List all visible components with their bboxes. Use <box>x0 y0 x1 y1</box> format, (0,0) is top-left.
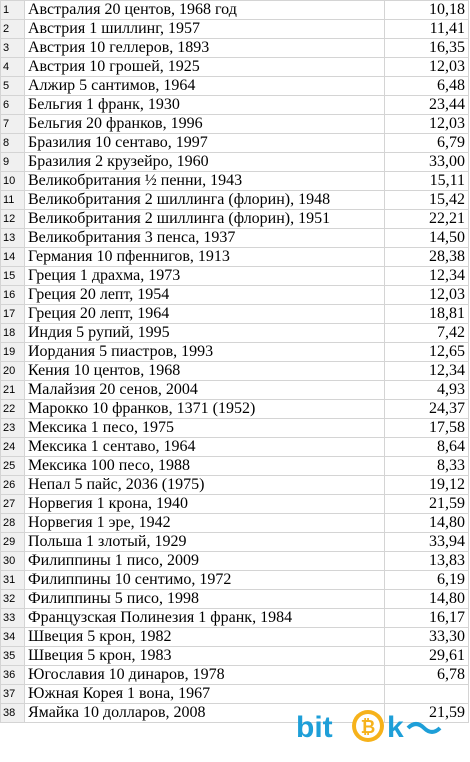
value-cell[interactable]: 6,79 <box>385 134 469 153</box>
svg-text:k: k <box>387 711 404 744</box>
value-cell[interactable]: 8,64 <box>385 438 469 457</box>
coin-name-cell[interactable]: Польша 1 злотый, 1929 <box>25 533 385 552</box>
watermark-logo <box>296 706 456 746</box>
table-row[interactable] <box>1 248 469 267</box>
table-row[interactable] <box>1 666 469 685</box>
row-number[interactable]: 16 <box>1 286 25 305</box>
coin-name-cell[interactable]: Филиппины 5 писо, 1998 <box>25 590 385 609</box>
coin-name-cell[interactable]: Югославия 10 динаров, 1978 <box>25 666 385 685</box>
value-cell[interactable]: 12,34 <box>385 267 469 286</box>
value-cell[interactable]: 16,17 <box>385 609 469 628</box>
value-cell[interactable]: 14,50 <box>385 229 469 248</box>
table-row[interactable] <box>1 400 469 419</box>
row-number[interactable]: 22 <box>1 400 25 419</box>
value-cell[interactable]: 33,94 <box>385 533 469 552</box>
row-number[interactable]: 15 <box>1 267 25 286</box>
row-number[interactable]: 19 <box>1 343 25 362</box>
coin-name-cell[interactable]: Французская Полинезия 1 франк, 1984 <box>25 609 385 628</box>
table-row[interactable] <box>1 457 469 476</box>
table-row[interactable] <box>1 514 469 533</box>
coin-name-cell[interactable]: Индия 5 рупий, 1995 <box>25 324 385 343</box>
coin-name-cell[interactable]: Греция 20 лепт, 1964 <box>25 305 385 324</box>
table-row[interactable] <box>1 476 469 495</box>
coin-name-cell[interactable]: Марокко 10 франков, 1371 (1952) <box>25 400 385 419</box>
coin-name-cell[interactable]: Мексика 100 песо, 1988 <box>25 457 385 476</box>
row-number[interactable]: 3 <box>1 39 25 58</box>
row-number[interactable]: 33 <box>1 609 25 628</box>
value-cell[interactable]: 29,61 <box>385 647 469 666</box>
value-cell[interactable]: 15,42 <box>385 191 469 210</box>
table-row[interactable] <box>1 343 469 362</box>
value-cell[interactable]: 15,11 <box>385 172 469 191</box>
row-number[interactable]: 17 <box>1 305 25 324</box>
coin-name-cell[interactable]: Мексика 1 песо, 1975 <box>25 419 385 438</box>
value-cell[interactable]: 21,59 <box>385 704 469 723</box>
row-number[interactable]: 5 <box>1 77 25 96</box>
coin-name-cell[interactable]: Норвегия 1 крона, 1940 <box>25 495 385 514</box>
coin-name-cell[interactable]: Австралия 20 центов, 1968 год <box>25 1 385 20</box>
row-number[interactable]: 4 <box>1 58 25 77</box>
value-cell[interactable]: 4,93 <box>385 381 469 400</box>
coin-name-cell[interactable]: Австрия 10 геллеров, 1893 <box>25 39 385 58</box>
table-row[interactable] <box>1 324 469 343</box>
row-number[interactable]: 6 <box>1 96 25 115</box>
coin-name-cell[interactable]: Кения 10 центов, 1968 <box>25 362 385 381</box>
table-row[interactable] <box>1 495 469 514</box>
table-row[interactable] <box>1 362 469 381</box>
value-cell[interactable]: 16,35 <box>385 39 469 58</box>
value-cell[interactable]: 6,48 <box>385 77 469 96</box>
coin-name-cell[interactable]: Германия 10 пфеннигов, 1913 <box>25 248 385 267</box>
table-row[interactable] <box>1 609 469 628</box>
table-row[interactable] <box>1 58 469 77</box>
spreadsheet-body <box>1 1 469 723</box>
table-row[interactable] <box>1 115 469 134</box>
value-cell[interactable]: 21,59 <box>385 495 469 514</box>
logo-ok-text <box>387 711 404 744</box>
coin-name-cell[interactable]: Великобритания 2 шиллинга (флорин), 1951 <box>25 210 385 229</box>
value-cell[interactable]: 14,80 <box>385 590 469 609</box>
value-cell[interactable]: 28,38 <box>385 248 469 267</box>
row-number[interactable]: 29 <box>1 533 25 552</box>
table-row[interactable] <box>1 571 469 590</box>
value-cell[interactable]: 24,37 <box>385 400 469 419</box>
coin-name-cell[interactable]: Бразилия 2 крузейро, 1960 <box>25 153 385 172</box>
coin-name-cell[interactable]: Бельгия 1 франк, 1930 <box>25 96 385 115</box>
coin-name-cell[interactable]: Швеция 5 крон, 1982 <box>25 628 385 647</box>
coin-name-cell[interactable]: Бразилия 10 сентаво, 1997 <box>25 134 385 153</box>
row-number[interactable]: 7 <box>1 115 25 134</box>
table-row[interactable] <box>1 191 469 210</box>
row-number[interactable]: 1 <box>1 1 25 20</box>
coin-name-cell[interactable]: Филиппины 1 писо, 2009 <box>25 552 385 571</box>
value-cell[interactable]: 23,44 <box>385 96 469 115</box>
row-number[interactable]: 11 <box>1 191 25 210</box>
coin-name-cell[interactable]: Мексика 1 сентаво, 1964 <box>25 438 385 457</box>
value-cell[interactable]: 14,80 <box>385 514 469 533</box>
row-number[interactable]: 37 <box>1 685 25 704</box>
value-cell[interactable]: 12,34 <box>385 362 469 381</box>
table-row[interactable] <box>1 210 469 229</box>
table-row[interactable] <box>1 20 469 39</box>
value-cell[interactable]: 6,78 <box>385 666 469 685</box>
table-row[interactable] <box>1 628 469 647</box>
logo-wave <box>408 724 440 732</box>
logo-bit-text <box>296 711 333 744</box>
table-row[interactable] <box>1 77 469 96</box>
value-cell[interactable]: 17,58 <box>385 419 469 438</box>
table-row[interactable] <box>1 552 469 571</box>
row-number[interactable]: 26 <box>1 476 25 495</box>
table-row[interactable] <box>1 305 469 324</box>
coin-name-cell[interactable]: Непал 5 пайс, 2036 (1975) <box>25 476 385 495</box>
row-number[interactable]: 38 <box>1 704 25 723</box>
svg-text:₿: ₿ <box>360 717 376 737</box>
table-row[interactable] <box>1 647 469 666</box>
row-number[interactable]: 32 <box>1 590 25 609</box>
row-number[interactable]: 2 <box>1 20 25 39</box>
row-number[interactable]: 18 <box>1 324 25 343</box>
row-number[interactable]: 9 <box>1 153 25 172</box>
value-cell[interactable]: 22,21 <box>385 210 469 229</box>
table-row[interactable] <box>1 96 469 115</box>
coin-name-cell[interactable]: Швеция 5 крон, 1983 <box>25 647 385 666</box>
row-number[interactable]: 31 <box>1 571 25 590</box>
coin-name-cell[interactable]: Алжир 5 сантимов, 1964 <box>25 77 385 96</box>
coin-name-cell[interactable]: Норвегия 1 эре, 1942 <box>25 514 385 533</box>
value-cell[interactable]: 18,81 <box>385 305 469 324</box>
row-number[interactable]: 30 <box>1 552 25 571</box>
value-cell[interactable]: 33,30 <box>385 628 469 647</box>
table-row[interactable] <box>1 172 469 191</box>
value-cell[interactable]: 10,18 <box>385 1 469 20</box>
row-number[interactable]: 14 <box>1 248 25 267</box>
row-number[interactable]: 10 <box>1 172 25 191</box>
table-row[interactable] <box>1 134 469 153</box>
coin-name-cell[interactable]: Греция 1 драхма, 1973 <box>25 267 385 286</box>
value-cell[interactable]: 12,03 <box>385 286 469 305</box>
table-row[interactable] <box>1 438 469 457</box>
value-cell[interactable]: 6,19 <box>385 571 469 590</box>
coin-name-cell[interactable]: Австрия 1 шиллинг, 1957 <box>25 20 385 39</box>
coin-name-cell[interactable]: Южная Корея 1 вона, 1967 <box>25 685 385 704</box>
coin-name-cell[interactable]: Великобритания 3 пенса, 1937 <box>25 229 385 248</box>
coin-name-cell[interactable]: Великобритания 2 шиллинга (флорин), 1948 <box>25 191 385 210</box>
row-number[interactable]: 23 <box>1 419 25 438</box>
coin-name-cell[interactable]: Великобритания ½ пенни, 1943 <box>25 172 385 191</box>
table-row[interactable] <box>1 419 469 438</box>
table-row[interactable] <box>1 533 469 552</box>
value-cell[interactable]: 12,03 <box>385 115 469 134</box>
table-row[interactable] <box>1 229 469 248</box>
value-cell[interactable]: 33,00 <box>385 153 469 172</box>
value-cell[interactable]: 7,42 <box>385 324 469 343</box>
coin-name-cell[interactable]: Иордания 5 пиастров, 1993 <box>25 343 385 362</box>
svg-text:bit: bit <box>296 711 333 744</box>
row-number[interactable]: 21 <box>1 381 25 400</box>
coin-name-cell[interactable]: Ямайка 10 долларов, 2008 <box>25 704 385 723</box>
row-number[interactable]: 34 <box>1 628 25 647</box>
coin-name-cell[interactable]: Австрия 10 грошей, 1925 <box>25 58 385 77</box>
table-row[interactable] <box>1 153 469 172</box>
table-row[interactable] <box>1 39 469 58</box>
coin-name-cell[interactable]: Бельгия 20 франков, 1996 <box>25 115 385 134</box>
coin-name-cell[interactable]: Малайзия 20 сенов, 2004 <box>25 381 385 400</box>
table-row[interactable] <box>1 1 469 20</box>
table-row[interactable] <box>1 267 469 286</box>
value-cell[interactable]: 12,03 <box>385 58 469 77</box>
row-number[interactable]: 20 <box>1 362 25 381</box>
row-number[interactable]: 28 <box>1 514 25 533</box>
table-row[interactable] <box>1 590 469 609</box>
value-cell[interactable]: 11,41 <box>385 20 469 39</box>
row-number[interactable]: 36 <box>1 666 25 685</box>
value-cell[interactable]: 12,65 <box>385 343 469 362</box>
coin-name-cell[interactable]: Филиппины 10 сентимо, 1972 <box>25 571 385 590</box>
row-number[interactable]: 27 <box>1 495 25 514</box>
row-number[interactable]: 35 <box>1 647 25 666</box>
table-row[interactable] <box>1 685 469 704</box>
logo-coin-icon <box>352 710 384 742</box>
coin-name-cell[interactable]: Греция 20 лепт, 1954 <box>25 286 385 305</box>
row-number[interactable]: 8 <box>1 134 25 153</box>
table-row[interactable] <box>1 286 469 305</box>
value-cell[interactable] <box>385 685 469 704</box>
row-number[interactable]: 13 <box>1 229 25 248</box>
table-row[interactable] <box>1 381 469 400</box>
row-number[interactable]: 25 <box>1 457 25 476</box>
row-number[interactable]: 12 <box>1 210 25 229</box>
value-cell[interactable]: 13,83 <box>385 552 469 571</box>
value-cell[interactable]: 19,12 <box>385 476 469 495</box>
row-number[interactable]: 24 <box>1 438 25 457</box>
value-cell[interactable]: 8,33 <box>385 457 469 476</box>
